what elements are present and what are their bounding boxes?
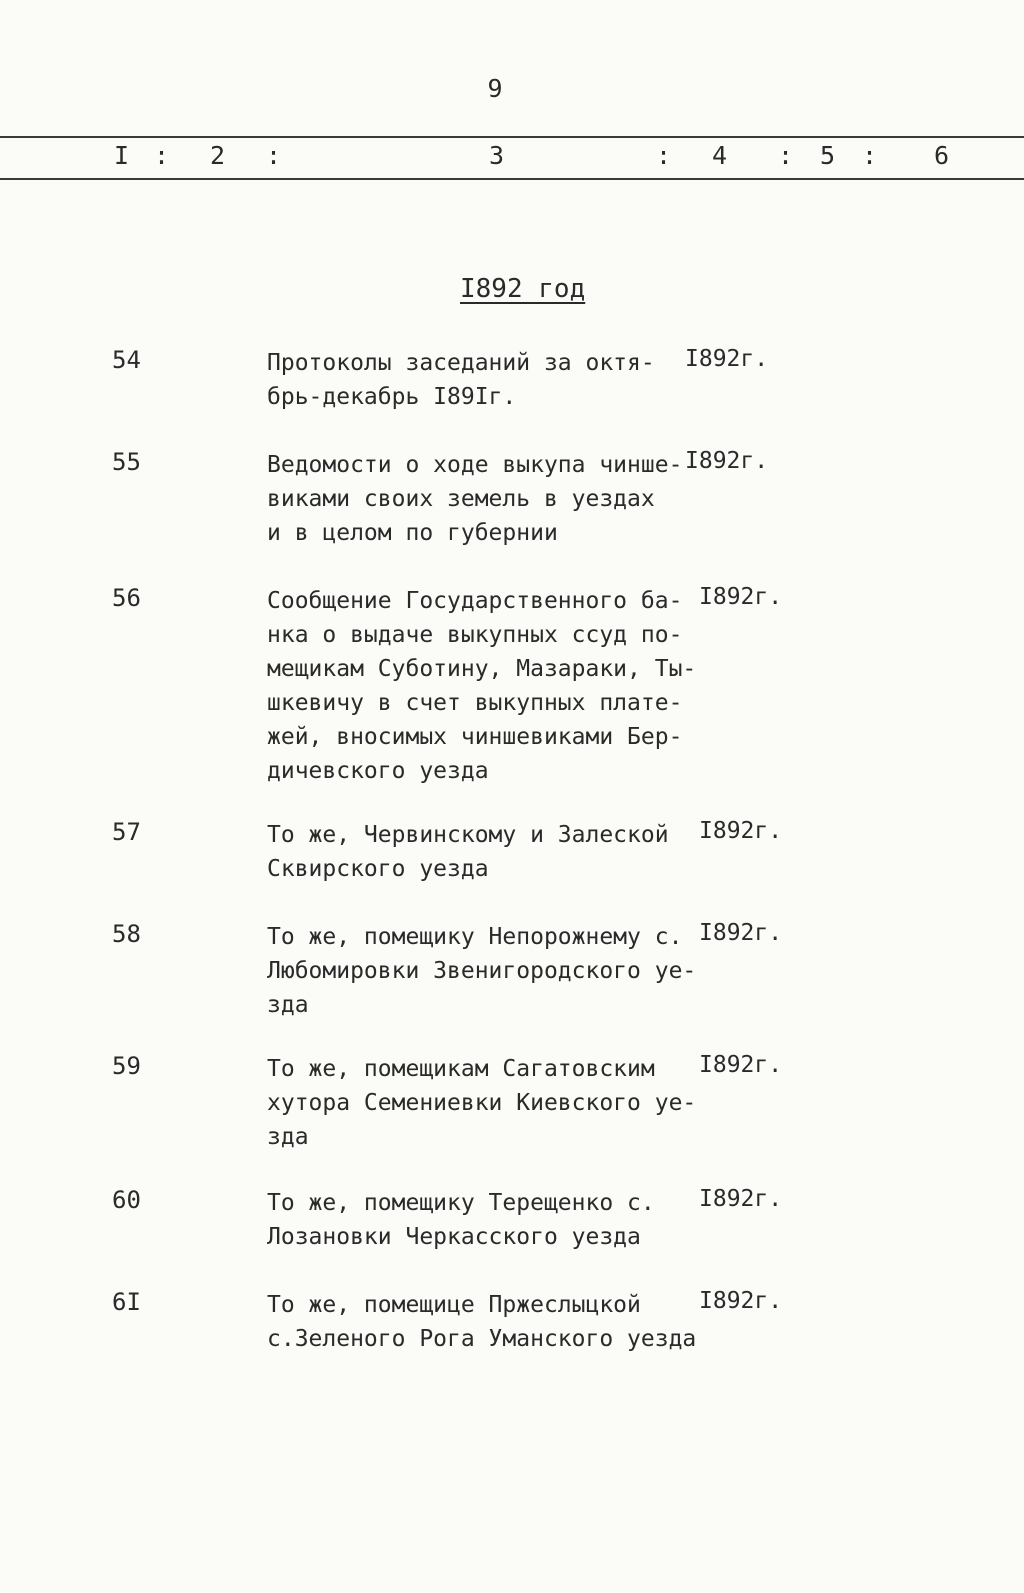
- entry-number: 60: [112, 1186, 141, 1214]
- entry-date: I892г.: [685, 346, 769, 372]
- entry-description: То же, помещику Терещенко с. Лозановки Черкасского уезда: [267, 1190, 655, 1250]
- entry-number: 57: [112, 818, 141, 846]
- entry-number: 6I: [112, 1288, 141, 1316]
- column-header-1: I: [114, 141, 130, 170]
- entry-date: I892г.: [699, 1186, 783, 1212]
- column-separator: :: [862, 141, 878, 170]
- entry-number: 59: [112, 1052, 141, 1080]
- column-header-3: 3: [489, 141, 505, 170]
- column-separator: :: [778, 141, 794, 170]
- page-number: 9: [487, 74, 503, 103]
- entry-description: То же, помещикам Сагатовским хутора Семениевки Киевского уе- зда: [267, 1056, 697, 1150]
- entry-description: То же, помещице Пржеслыцкой с.Зеленого Рога Уманского уезда: [267, 1292, 697, 1352]
- column-separator: :: [154, 141, 170, 170]
- entry-date: I892г.: [699, 818, 783, 844]
- column-header-5: 5: [820, 141, 836, 170]
- year-heading: I892 год: [460, 274, 586, 304]
- entry-number: 54: [112, 346, 141, 374]
- entry-number: 58: [112, 920, 141, 948]
- entry-date: I892г.: [699, 1052, 783, 1078]
- entry-description: То же, помещику Непорожнему с. Любомировки Звенигородского уе- зда: [267, 924, 697, 1018]
- entry-description: То же, Червинскому и Залеской Сквирского уезда: [267, 822, 669, 882]
- column-header-2: 2: [210, 141, 226, 170]
- entry-date: I892г.: [699, 584, 783, 610]
- entry-number: 56: [112, 584, 141, 612]
- entry-date: I892г.: [699, 1288, 783, 1314]
- entry-description: Ведомости о ходе выкупа чинше- виками своих земель в уездах и в целом по губернии: [267, 452, 683, 546]
- column-separator: :: [656, 141, 672, 170]
- column-separator: :: [266, 141, 282, 170]
- column-header-6: 6: [934, 141, 950, 170]
- header-bottom-rule: [0, 178, 1024, 180]
- entry-number: 55: [112, 448, 141, 476]
- header-top-rule: [0, 136, 1024, 138]
- entry-date: I892г.: [685, 448, 769, 474]
- entry-description: Сообщение Государственного ба- нка о выдаче выкупных ссуд по- мещикам Суботину, Мазараки, Ты- шкевичу в счет выкупных плате- жей, вносимых чиншевиками Бер- дичевского уезда: [267, 588, 697, 784]
- column-header-4: 4: [712, 141, 728, 170]
- entry-description: Протоколы заседаний за октя- брь-декабрь I89Iг.: [267, 350, 655, 410]
- entry-date: I892г.: [699, 920, 783, 946]
